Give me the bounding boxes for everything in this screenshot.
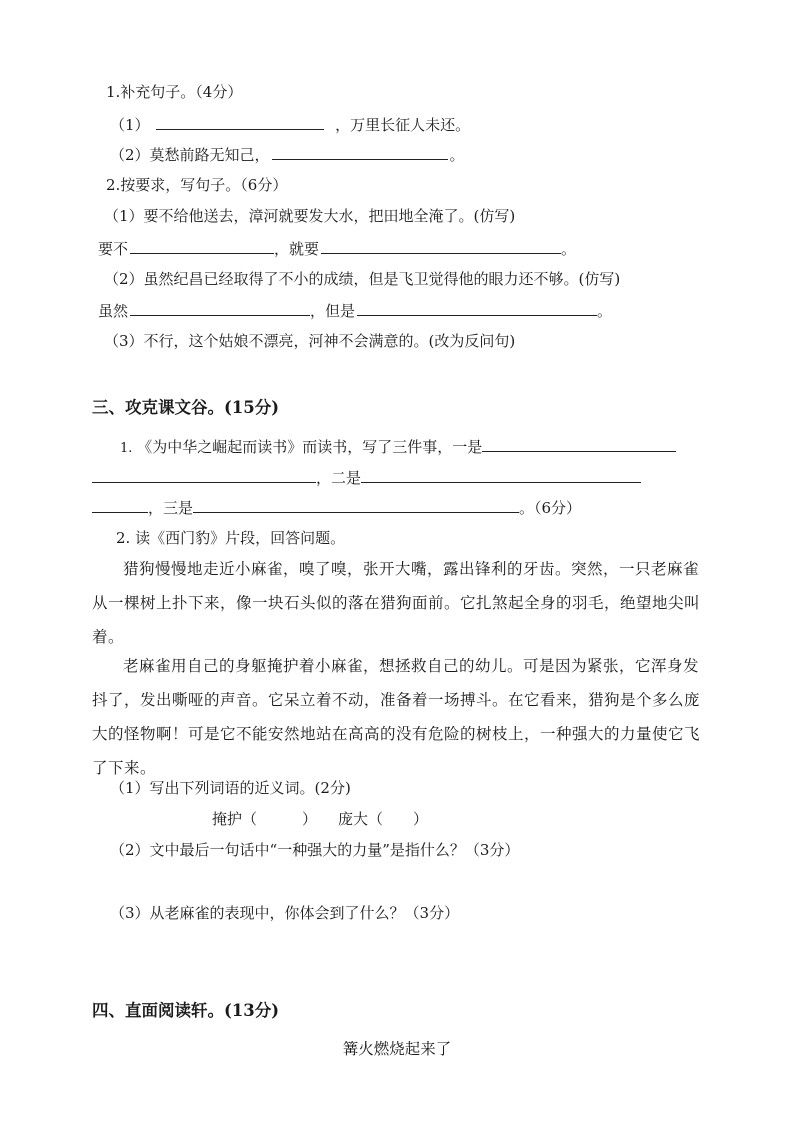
article-title: 篝火燃烧起来了 (342, 1040, 452, 1058)
prompt-text: 虽然 (98, 302, 129, 320)
section-4-heading: 四、直面阅读轩。(13分) (92, 1001, 280, 1020)
section-3-question-1 (120, 436, 676, 459)
answer-blank[interactable] (321, 238, 561, 254)
item-text: （2）莫愁前路无知己， (110, 146, 270, 164)
answer-blank-1-cont[interactable] (92, 467, 316, 483)
section-3-question-2: 2. 读《西门豹》片段，回答问题。 (116, 529, 346, 547)
item-text: 。 (449, 146, 465, 164)
prompt-text: ，二是 (316, 469, 362, 487)
sub-question-1: （1）写出下列词语的近义词。(2分) (110, 779, 351, 797)
prompt-text: 。 (597, 302, 613, 320)
answer-blank-1[interactable] (482, 436, 676, 452)
answer-blank-2[interactable] (361, 467, 641, 483)
synonym-item-2[interactable]: 庞大（ ） (338, 810, 429, 828)
question-1-title: 1.补充句子。（4分） (106, 83, 243, 101)
question-2-item-1: （1）要不给他送去，漳河就要发大水，把田地全淹了。(仿写) (104, 207, 516, 225)
answer-blank[interactable] (357, 300, 597, 316)
section-3-heading: 三、攻克课文谷。(15分) (92, 398, 280, 417)
item-number: 1. (120, 441, 133, 456)
answer-blank-3[interactable] (193, 497, 519, 513)
question-2-title: 2.按要求，写句子。（6分） (106, 176, 288, 194)
question-2-item-3: （3）不行，这个姑娘不漂亮，河神不会满意的。(改为反问句) (104, 332, 516, 350)
prompt-text: 要不 (98, 240, 129, 258)
reading-paragraph-2: 老麻雀用自己的身躯掩护着小麻雀，想拯救自己的幼儿。可是因为紧张，它浑身发抖了，发出嘶哑的声音。它呆立着不动，准备着一场搏斗。在它看来，猎狗是个多么庞大的怪物啊！可是它不能安然地站在高高的没有危险的树枝上，一种强大的力量使它飞了下来。 (92, 657, 701, 777)
answer-blank[interactable] (130, 300, 310, 316)
prompt-text: ，就要 (274, 240, 320, 258)
sub-question-2: （2）文中最后一句话中“一种强大的力量”是指什么？（3分） (110, 841, 520, 859)
item-text: ，万里长征人未还。 (335, 116, 471, 134)
question-2-item-1-answer (98, 238, 576, 259)
answer-blank[interactable] (272, 144, 448, 160)
section-3-question-1-line-3 (92, 497, 581, 518)
answer-blank[interactable] (156, 114, 324, 130)
synonym-item-1[interactable]: 掩护（ ） (212, 810, 318, 828)
prompt-text: ，但是 (310, 302, 356, 320)
question-2-item-2-answer (98, 300, 612, 321)
prompt-text: 《为中华之崛起而读书》而读书，写了三件事，一是 (137, 438, 483, 456)
section-3-question-1-line-2 (92, 467, 641, 488)
reading-paragraph-1: 猎狗慢慢地走近小麻雀，嗅了嗅，张开大嘴，露出锋利的牙齿。突然，一只老麻雀从一棵树上扑下来，像一块石头似的落在猎狗面前。它扎煞起全身的羽毛，绝望地尖叫着。 (92, 560, 701, 646)
question-2-item-2: （2）虽然纪昌已经取得了不小的成绩，但是飞卫觉得他的眼力还不够。(仿写) (104, 270, 621, 288)
prompt-text: 。 (561, 240, 577, 258)
question-1-item-2 (110, 144, 465, 165)
item-number: （1） (110, 116, 150, 134)
prompt-text: ，三是 (148, 499, 194, 517)
answer-blank[interactable] (130, 238, 274, 254)
question-1-item-1 (110, 114, 470, 135)
sub-question-3: （3）从老麻雀的表现中，你体会到了什么？（3分） (110, 904, 460, 922)
answer-blank-2-cont[interactable] (92, 497, 148, 513)
score-text: 。（6分） (519, 499, 582, 517)
